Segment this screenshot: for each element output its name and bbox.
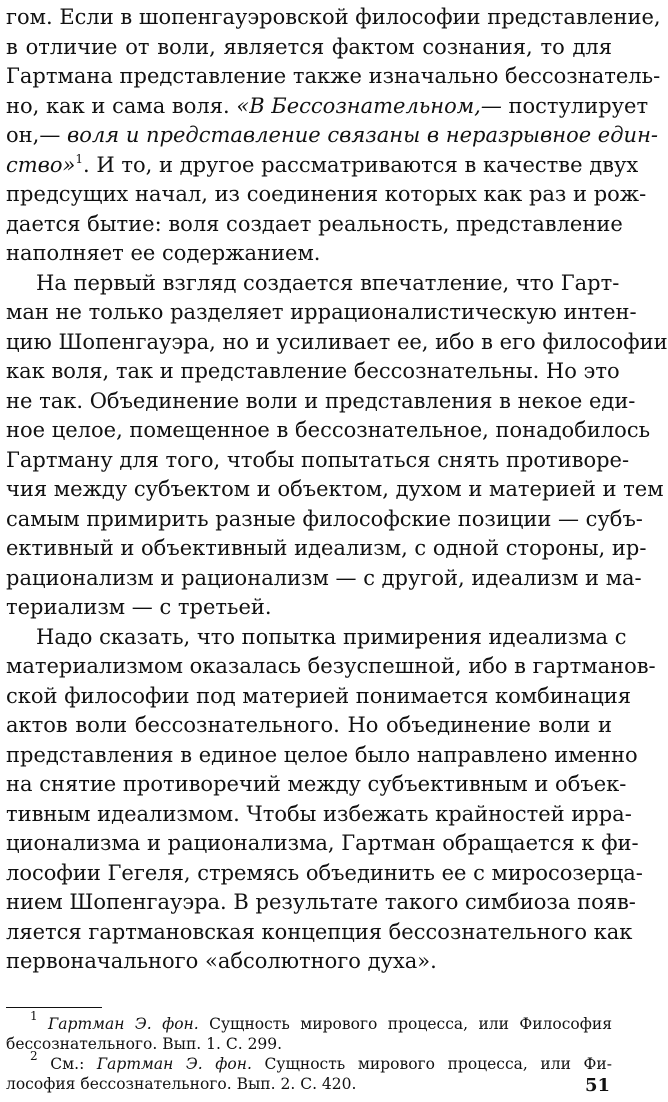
text-line: самым примирить разные философские позиции — субъ- — [6, 507, 643, 531]
text-line: рационализм и рационализм — с другой, идеализм и ма- — [6, 566, 642, 590]
text-line — [6, 120, 658, 150]
text-line: Надо сказать, что попытка примирения идеализма с — [36, 625, 627, 649]
text-line: предсущих начал, из соединения которых как раз и рож- — [6, 182, 647, 206]
footnote-text: Сущность мирового процесса, или Фи- — [264, 1055, 612, 1073]
quotation-italic: «В Бессознательном,— — [236, 94, 502, 118]
text-line: нием Шопенгауэра. В результате такого симбиоза появ- — [6, 890, 636, 914]
text-line — [6, 91, 649, 121]
text-segment: постулирует — [508, 94, 649, 118]
quotation-italic: воля и представление связаны в неразрывное един- — [67, 123, 658, 147]
text-line: на снятие противоречий между субъективным и объек- — [6, 772, 627, 796]
text-line: ное целое, помещенное в бессознательное, понадобилось — [6, 418, 651, 442]
text-line: гом. Если в шопенгауэровской философии представление, — [6, 5, 661, 29]
footnote-ref[interactable]: 1 — [75, 152, 84, 166]
text-line: актов воли бессознательного. Но объединение воли и — [6, 713, 612, 737]
text-segment: . И то, и другое рассматриваются в качестве двух — [83, 153, 639, 177]
text-line: лософии Гегеля, стремясь объединить ее с миросозерца- — [6, 861, 643, 885]
text-line — [6, 150, 639, 180]
footnote-1-cont: бессознательного. Вып. 1. С. 299. — [6, 1035, 283, 1053]
text-segment: он,— — [6, 123, 61, 147]
text-line: наполняет ее содержанием. — [6, 241, 321, 265]
footnote-author: Гартман Э. фон. — [96, 1055, 252, 1073]
text-line: материализмом оказалась безуспешной, ибо в гартманов- — [6, 654, 656, 678]
text-line: ективный и объективный идеализм, с одной стороны, ир- — [6, 536, 647, 560]
footnote-2-cont: лософия бессознательного. Вып. 2. С. 420. — [6, 1075, 357, 1093]
text-line: ман не только разделяет иррационалистическую интен- — [6, 300, 637, 324]
text-line: не так. Объединение воли и представления в некое еди- — [6, 389, 636, 413]
page-number: 51 — [584, 1075, 610, 1096]
text-segment: но, как и сама воля. — [6, 94, 230, 118]
text-line: тивным идеализмом. Чтобы избежать крайностей ирра- — [6, 802, 632, 826]
text-line: ской философии под материей понимается комбинация — [6, 684, 632, 708]
footnote-separator — [6, 1007, 102, 1008]
text-line: териализм — с третьей. — [6, 595, 272, 619]
quotation-italic: ство» — [6, 153, 76, 177]
footnote-1 — [6, 1009, 612, 1034]
text-line: в отличие от воли, является фактом сознания, то для — [6, 35, 612, 59]
text-line: ляется гартмановская концепция бессознательного как — [6, 920, 633, 944]
footnote-2 — [6, 1049, 612, 1074]
footnote-marker: 1 — [30, 1009, 38, 1023]
text-line: как воля, так и представление бессознательны. Но это — [6, 359, 620, 383]
text-line: первоначального «абсолютного духа». — [6, 949, 437, 973]
text-line: Гартману для того, чтобы попытаться снять противоре- — [6, 448, 630, 472]
text-line: цию Шопенгауэра, но и усиливает ее, ибо в его философии — [6, 330, 668, 354]
text-line: Гартмана представление также изначально бессознатель- — [6, 64, 661, 88]
text-line: представления в единое целое было направлено именно — [6, 743, 638, 767]
text-line: На первый взгляд создается впечатление, что Гарт- — [36, 271, 620, 295]
text-line: ционализма и рационализма, Гартман обращается к фи- — [6, 831, 639, 855]
text-line: чия между субъектом и объектом, духом и материей и тем — [6, 477, 664, 501]
footnote-author: Гартман Э. фон. — [48, 1015, 199, 1033]
footnote-text: Сущность мирового процесса, или Философия — [209, 1015, 612, 1033]
footnote-marker: 2 — [30, 1049, 38, 1063]
footnote-text: См.: — [50, 1055, 85, 1073]
text-line: дается бытие: воля создает реальность, представление — [6, 212, 623, 236]
